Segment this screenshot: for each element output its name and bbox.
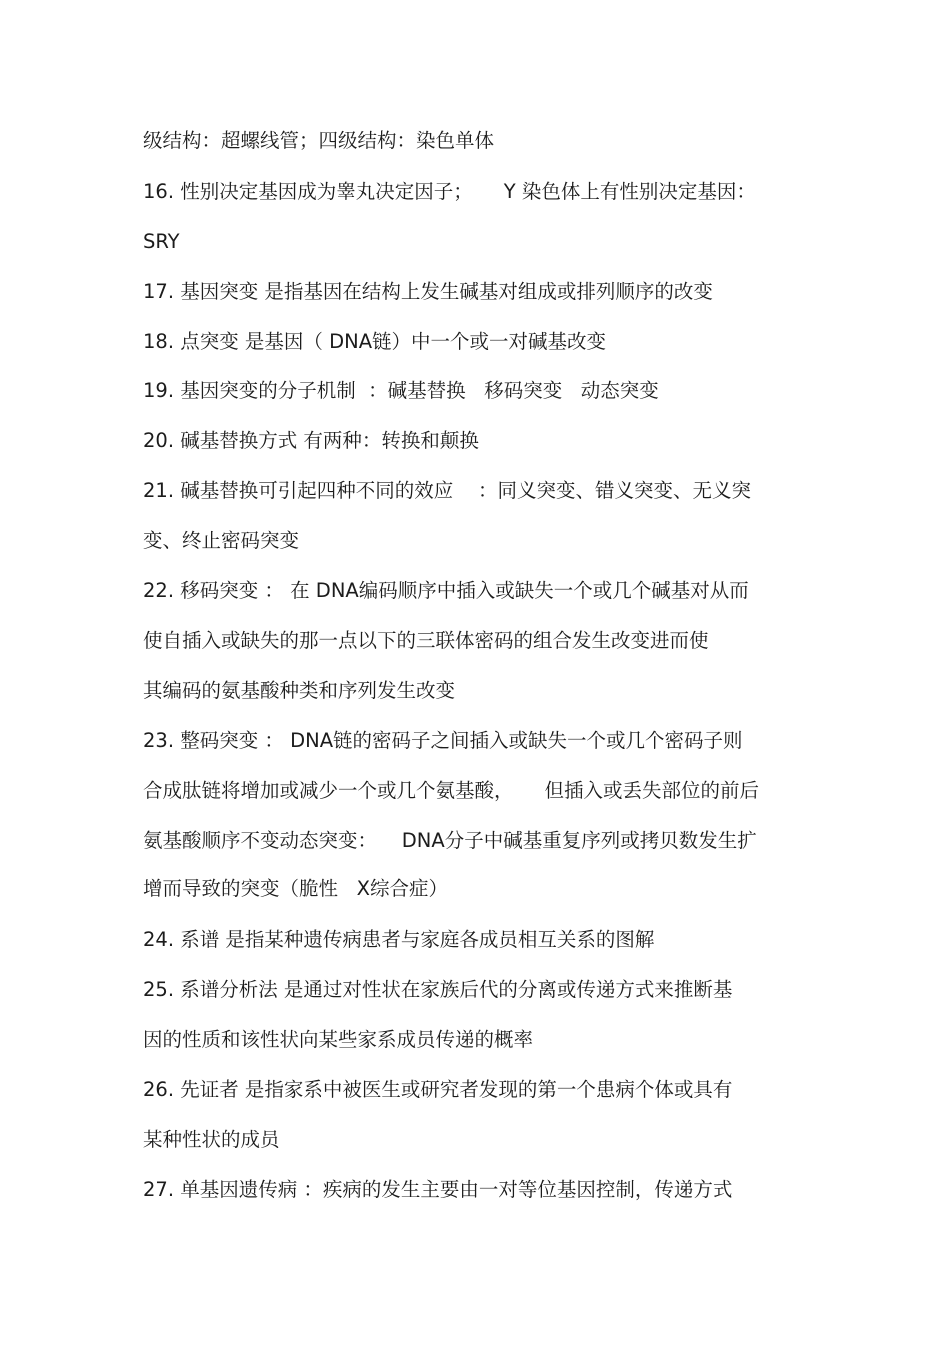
text-line: 27. 单基因遗传病 ：疾病的发生主要由一对等位基因控制，传递方式 (143, 1178, 733, 1201)
text-line: 合成肽链将增加或减少一个或几个氨基酸， 但插入或丢失部位的前后 (143, 779, 759, 802)
text-line: 某种性状的成员 (143, 1128, 280, 1151)
text-line: 18. 点突变 是基因（ DNA链）中一个或一对碱基改变 (143, 330, 607, 353)
text-line: SRY (143, 230, 180, 253)
text-line: 其编码的氨基酸种类和序列发生改变 (143, 679, 456, 702)
text-line: 增而导致的突变（脆性 X综合症） (143, 877, 448, 900)
text-line: 氨基酸顺序不变动态突变： DNA分子中碱基重复序列或拷贝数发生扩 (143, 829, 757, 852)
text-line: 21. 碱基替换可引起四种不同的效应 ：同义突变、错义突变、无义突 (143, 479, 752, 502)
text-line: 因的性质和该性状向某些家系成员传递的概率 (143, 1028, 534, 1051)
text-line: 19. 基因突变的分子机制 ：碱基替换 移码突变 动态突变 (143, 379, 659, 402)
text-line: 22. 移码突变 ： 在 DNA编码顺序中插入或缺失一个或几个碱基对从而 (143, 579, 749, 602)
text-line: 17. 基因突变 是指基因在结构上发生碱基对组成或排列顺序的改变 (143, 280, 713, 303)
text-line: 16. 性别决定基因成为睾丸决定因子； Y 染色体上有性别决定基因： (143, 180, 756, 203)
text-line: 23. 整码突变 ： DNA链的密码子之间插入或缺失一个或几个密码子则 (143, 729, 743, 752)
text-line: 20. 碱基替换方式 有两种：转换和颠换 (143, 429, 479, 452)
text-line: 变、终止密码突变 (143, 529, 300, 552)
text-line: 26. 先证者 是指家系中被医生或研究者发现的第一个患病个体或具有 (143, 1078, 733, 1101)
text-line: 24. 系谱 是指某种遗传病患者与家庭各成员相互关系的图解 (143, 928, 655, 951)
text-line: 级结构：超螺线管；四级结构：染色单体 (143, 129, 495, 152)
text-line: 使自插入或缺失的那一点以下的三联体密码的组合发生改变进而使 (143, 629, 709, 652)
text-line: 25. 系谱分析法 是通过对性状在家族后代的分离或传递方式来推断基 (143, 978, 733, 1001)
